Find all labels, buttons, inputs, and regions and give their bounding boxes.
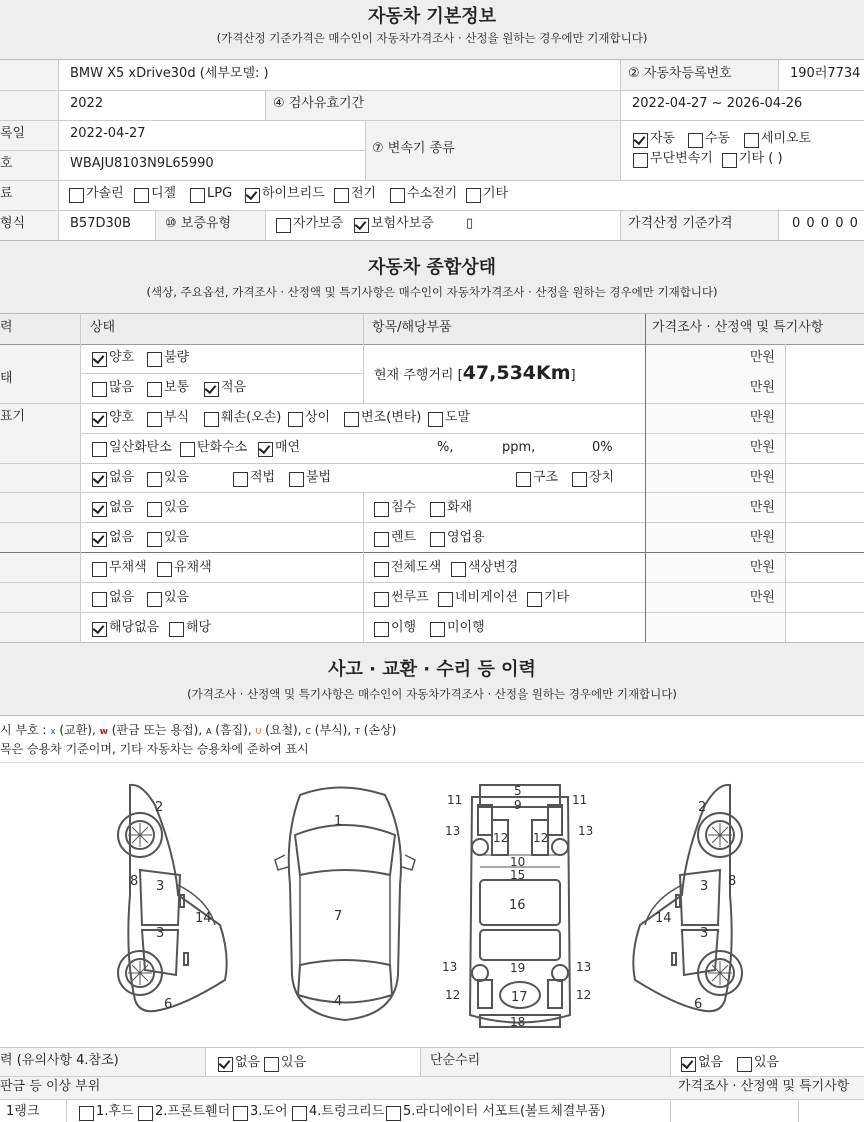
trans-auto-checkbox[interactable]: 자동	[633, 131, 675, 147]
legend-t-symbol: T	[355, 727, 360, 736]
mileage-normal-checkbox[interactable]: 보통	[147, 380, 189, 396]
mileage-few-checkbox[interactable]: 적음	[204, 380, 246, 396]
manwon-8: 만원	[749, 560, 775, 575]
emission-co-checkbox[interactable]: 일산화탄소	[92, 440, 172, 456]
diagram-label-4: 4	[334, 994, 343, 1009]
rank1-trunk-checkbox[interactable]: 4.트렁크리드	[292, 1104, 384, 1120]
status-subtitle: (색상, 주요옵션, 가격조사 · 산정액 및 특기사항은 매수인이 자동차가격조사 · 산정을 원하는 경우에만 기재합니다)	[146, 285, 718, 299]
status-col-item: 력	[0, 320, 13, 335]
manwon-7: 만원	[749, 530, 775, 545]
repair-none-checkbox[interactable]: 없음	[681, 1055, 723, 1071]
diagram-label-13a: 13	[445, 824, 461, 838]
trans-other-checkbox[interactable]: 기타 ( )	[722, 151, 783, 167]
special-none-checkbox[interactable]: 없음	[92, 500, 134, 516]
rank1-radiator-checkbox[interactable]: 5.라디에이터 서포트(볼트체결부품)	[386, 1104, 606, 1120]
use-none-checkbox[interactable]: 없음	[92, 530, 134, 546]
color-chromatic-checkbox[interactable]: 유채색	[157, 560, 212, 576]
status-label-column	[0, 344, 80, 642]
first-reg-label: 록일	[0, 126, 26, 141]
diagram-label-5: 5	[514, 784, 522, 798]
simple-repair-label: 단순수리	[430, 1053, 481, 1068]
car-left-side-view	[118, 785, 227, 1012]
color-achromatic-checkbox[interactable]: 무채색	[92, 560, 147, 576]
manwon-2: 만원	[749, 380, 775, 395]
accident-price-col: 가격조사 · 산정액 및 특기사항	[678, 1079, 850, 1094]
manwon-3: 만원	[749, 410, 775, 425]
diagram-label-12b: 12	[533, 831, 549, 845]
diagram-label-2r: 2	[698, 800, 707, 815]
inspect-value: 2022-04-27 ~ 2026-04-26	[632, 96, 803, 111]
diagram-label-7: 7	[334, 909, 343, 924]
first-reg-value: 2022-04-27	[70, 126, 146, 141]
color-fullpaint-checkbox[interactable]: 전체도색	[374, 560, 441, 576]
recall-na-checkbox[interactable]: 해당없음	[92, 620, 159, 636]
manwon-5: 만원	[749, 470, 775, 485]
accident-title: 사고 · 교환 · 수리 등 이력	[328, 659, 536, 680]
trans-manual-checkbox[interactable]: 수동	[688, 131, 730, 147]
outer-label: 판금 등 이상 부위	[0, 1079, 101, 1094]
diagram-label-9: 9	[514, 798, 522, 812]
manwon-4: 만원	[749, 440, 775, 455]
cond-good-checkbox[interactable]: 양호	[92, 350, 134, 366]
vin-good-checkbox[interactable]: 양호	[92, 410, 134, 426]
legend-x-text: (교환),	[59, 723, 96, 737]
warranty-insurance-checkbox[interactable]: 보험사보증	[354, 216, 434, 232]
accident-note: 목은 승용차 기준이며, 기타 자동차는 승용차에 준하여 표시	[0, 742, 309, 756]
diagram-label-18: 18	[510, 1015, 526, 1029]
rank1-hood-checkbox[interactable]: 1.후드	[79, 1104, 134, 1120]
mileage-close: ]	[570, 368, 576, 383]
mileage-display	[374, 362, 576, 384]
rank1-fender-checkbox[interactable]: 2.프론트휀더	[138, 1104, 230, 1120]
car-frame-view	[442, 784, 593, 1029]
diagram-label-15: 15	[510, 868, 526, 882]
fuel-lpg-checkbox[interactable]: LPG	[190, 186, 232, 202]
status-header	[0, 240, 864, 314]
reg-label: ② 자동차등록번호	[628, 66, 732, 81]
engine-label: 형식	[0, 216, 26, 231]
recall-applicable-checkbox[interactable]: 해당	[169, 620, 211, 636]
fuel-gasoline-checkbox[interactable]: 가솔린	[69, 186, 124, 202]
option-none-checkbox[interactable]: 없음	[92, 590, 134, 606]
warranty-self-checkbox[interactable]: 자가보증	[276, 216, 343, 232]
manwon-1: 만원	[749, 350, 775, 365]
mileage-label: 현재 주행거리 [	[374, 368, 463, 383]
basic-info-title: 자동차 기본정보	[368, 6, 496, 27]
reg-value: 190러7734	[790, 66, 861, 81]
car-damage-diagram	[100, 775, 780, 1035]
year-value: 2022	[70, 96, 104, 111]
emission-unit-pct: %,	[437, 440, 454, 455]
diagram-label-3r2: 3	[700, 926, 709, 941]
diagram-label-12d: 12	[576, 988, 592, 1002]
diagram-label-3a: 3	[156, 879, 165, 894]
legend-x-symbol: x	[50, 727, 56, 737]
emission-unit-pct2: 0%	[592, 440, 613, 455]
history-exist-checkbox[interactable]: 있음	[264, 1055, 306, 1071]
status-row-label-display: 표기	[0, 409, 26, 424]
accident-legend	[0, 721, 396, 738]
special-exist-checkbox[interactable]: 있음	[147, 500, 189, 516]
vin-damaged-checkbox[interactable]: 훼손(오손)	[204, 410, 281, 426]
tuning-illegal-checkbox[interactable]: 불법	[289, 470, 331, 486]
fuel-hydrogen-checkbox[interactable]: 수소전기	[390, 186, 457, 202]
legend-prefix: 시 부호 :	[0, 723, 51, 737]
legend-w-text: (판금 또는 용접),	[111, 723, 203, 737]
tuning-legal-checkbox[interactable]: 적법	[233, 470, 275, 486]
basic-info-subtitle: (가격산정 기준가격은 매수인이 자동차가격조사 · 산정을 원하는 경우에만 기재합니다)	[216, 31, 648, 45]
diagram-label-12c: 12	[445, 988, 461, 1002]
status-title: 자동차 종합상태	[368, 257, 496, 278]
vin-stolen-checkbox[interactable]: 도말	[428, 410, 470, 426]
accident-header	[0, 642, 864, 716]
use-exist-checkbox[interactable]: 있음	[147, 530, 189, 546]
status-col-price: 가격조사 · 산정액 및 특기사항	[652, 320, 824, 335]
use-rent-checkbox[interactable]: 렌트	[374, 530, 416, 546]
repair-exist-checkbox[interactable]: 있음	[737, 1055, 779, 1071]
diagram-label-2: 2	[155, 800, 164, 815]
status-col-parts: 항목/해당부품	[372, 320, 452, 335]
diagram-label-13c: 13	[442, 960, 458, 974]
tuning-exist-checkbox[interactable]: 있음	[147, 470, 189, 486]
vin-corrosion-checkbox[interactable]: 부식	[147, 410, 189, 426]
diagram-label-19: 19	[510, 961, 526, 975]
diagram-label-17: 17	[511, 990, 528, 1005]
trans-label: ⑦ 변속기 종류	[372, 141, 455, 156]
option-navigation-checkbox[interactable]: 네비게이션	[438, 590, 518, 606]
price-value: 0 0 0 0 0	[792, 216, 859, 231]
emission-unit-ppm: ppm,	[502, 440, 536, 455]
legend-w-symbol: w	[99, 727, 108, 737]
legend-t-text: (손상)	[363, 723, 397, 737]
fuel-hybrid-checkbox[interactable]: 하이브리드	[245, 186, 325, 202]
mileage-value: 47,534Km	[462, 362, 571, 384]
diagram-label-16: 16	[509, 898, 526, 913]
recall-notdone-checkbox[interactable]: 미이행	[430, 620, 485, 636]
manwon-9: 만원	[749, 590, 775, 605]
diagram-label-14: 14	[195, 911, 212, 926]
diagram-label-12a: 12	[493, 831, 509, 845]
vin-value: WBAJU8103N9L65990	[70, 156, 214, 171]
vin-altered-checkbox[interactable]: 변조(변타)	[344, 410, 421, 426]
fuel-diesel-checkbox[interactable]: 디젤	[134, 186, 176, 202]
engine-value: B57D30B	[70, 216, 131, 231]
status-col-state: 상태	[90, 320, 116, 335]
diagram-label-3r1: 3	[700, 879, 709, 894]
history-none-checkbox[interactable]: 없음	[218, 1055, 260, 1071]
price-label: 가격산정 기준가격	[628, 216, 733, 231]
option-other-checkbox[interactable]: 기타	[527, 590, 569, 606]
inspect-label: ④ 검사유효기간	[273, 96, 365, 111]
rank1-door-checkbox[interactable]: 3.도어	[233, 1104, 288, 1120]
tuning-structure-checkbox[interactable]: 구조	[516, 470, 558, 486]
rank1-label: 1랭크	[6, 1104, 40, 1119]
diagram-label-8: 8	[130, 874, 139, 889]
fuel-label: 료	[0, 186, 13, 201]
basic-info-header	[0, 0, 864, 60]
manwon-6: 만원	[749, 500, 775, 515]
diagram-label-10: 10	[510, 855, 526, 869]
tuning-device-checkbox[interactable]: 장치	[572, 470, 614, 486]
special-fire-checkbox[interactable]: 화재	[430, 500, 472, 516]
legend-c-text: (부식),	[314, 723, 352, 737]
status-row-label-state: 태	[0, 371, 13, 386]
car-top-view	[275, 788, 415, 1021]
diagram-label-3b: 3	[156, 926, 165, 941]
option-sunroof-checkbox[interactable]: 썬루프	[374, 590, 429, 606]
diagram-label-6r: 6	[694, 997, 703, 1012]
color-change-checkbox[interactable]: 색상변경	[451, 560, 518, 576]
diagram-label-11b: 11	[572, 793, 588, 807]
tuning-none-checkbox[interactable]: 없음	[92, 470, 134, 486]
legend-a-symbol: A	[205, 727, 212, 736]
diagram-label-13d: 13	[576, 960, 592, 974]
emission-smoke-checkbox[interactable]: 매연	[258, 440, 300, 456]
trans-cvt-checkbox[interactable]: 무단변속기	[633, 151, 713, 167]
diagram-label-13b: 13	[578, 824, 594, 838]
diagram-label-8r: 8	[728, 874, 737, 889]
diagram-label-6: 6	[164, 997, 173, 1012]
diagram-label-11a: 11	[447, 793, 463, 807]
diagram-label-1: 1	[334, 814, 343, 829]
legend-u-symbol: U	[255, 727, 262, 736]
fuel-electric-checkbox[interactable]: 전기	[334, 186, 376, 202]
car-right-side-view	[633, 785, 742, 1012]
vin-label: 호	[0, 156, 13, 171]
emission-hc-checkbox[interactable]: 탄화수소	[180, 440, 247, 456]
legend-c-symbol: C	[305, 727, 311, 736]
warranty-mark: ▯	[466, 216, 474, 231]
history-label: 력 (유의사항 4.참조)	[0, 1053, 119, 1068]
model-value: BMW X5 xDrive30d (세부모델: )	[70, 66, 269, 81]
accident-subtitle: (가격조사 · 산정액 및 특기사항은 매수인이 자동차가격조사 · 산정을 원하는 경우에만 기재합니다)	[187, 687, 677, 701]
warranty-label: ⑩ 보증유형	[165, 216, 232, 231]
trans-semi-checkbox[interactable]: 세미오토	[744, 131, 811, 147]
option-exist-checkbox[interactable]: 있음	[147, 590, 189, 606]
recall-done-checkbox[interactable]: 이행	[374, 620, 416, 636]
cond-bad-checkbox[interactable]: 불량	[147, 350, 189, 366]
use-business-checkbox[interactable]: 영업용	[430, 530, 485, 546]
legend-a-text: (흠집),	[215, 723, 252, 737]
vin-differ-checkbox[interactable]: 상이	[288, 410, 330, 426]
special-flood-checkbox[interactable]: 침수	[374, 500, 416, 516]
fuel-other-checkbox[interactable]: 기타	[466, 186, 508, 202]
legend-u-text: (요철),	[265, 723, 302, 737]
diagram-label-14r: 14	[655, 911, 672, 926]
mileage-many-checkbox[interactable]: 많음	[92, 380, 134, 396]
